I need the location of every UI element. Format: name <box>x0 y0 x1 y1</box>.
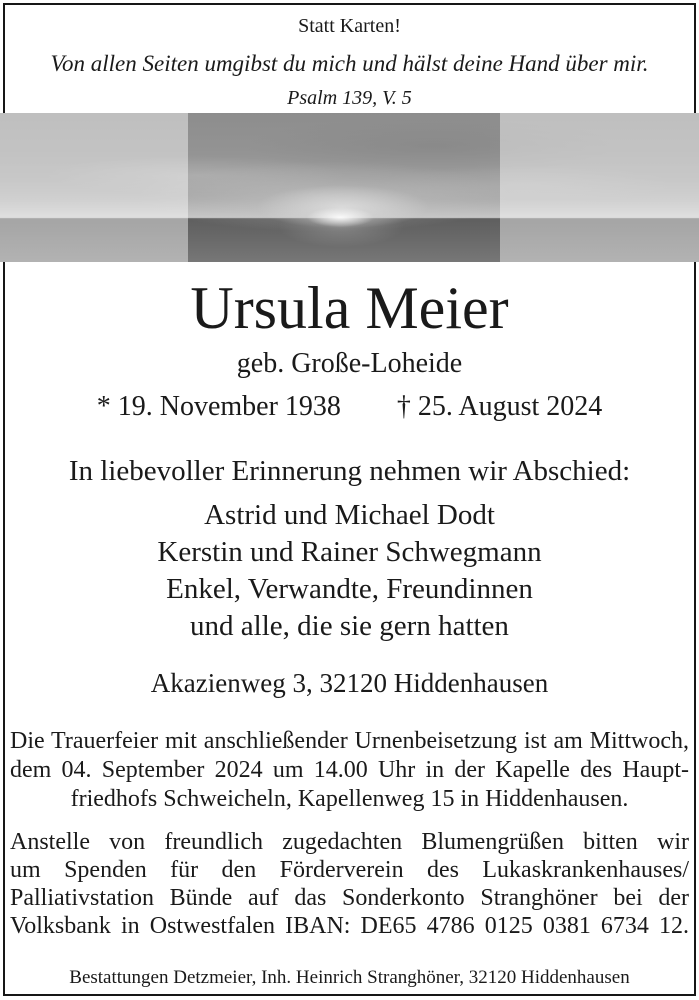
undertaker-info: Bestattungen Detzmeier, Inh. Heinrich Stranghöner, 32120 Hiddenhausen <box>69 967 630 988</box>
funeral-line: friedhofs Schweicheln, Kapellenweg 15 in Hiddenhausen. <box>70 786 629 812</box>
funeral-line: dem 04. September 2024 um 14.00 Uhr in der Kapelle des Haupt- <box>10 757 689 783</box>
mourner-line: Astrid und Michael Dodt <box>204 499 495 531</box>
funeral-line: Die Trauerfeier mit anschließender Urnenbeisetzung ist am Mittwoch, <box>10 728 689 754</box>
donation-line: Volksbank in Ostwestfalen IBAN: DE65 4786 0125 0381 6734 12. <box>10 913 689 939</box>
photo-right-fade <box>500 113 699 262</box>
pre-header: Statt Karten! <box>298 15 401 37</box>
donation-request <box>10 828 689 940</box>
life-dates <box>10 390 689 424</box>
donation-line: Palliativstation Bünde auf das Sonderkonto Stranghöner bei der <box>10 885 689 911</box>
mourner-line: Enkel, Verwandte, Freundinnen <box>166 573 533 605</box>
mourner-line: Kerstin und Rainer Schwegmann <box>157 536 542 568</box>
donation-line: Anstelle von freundlich zugedachten Blumengrüßen bitten wir <box>10 829 689 855</box>
seascape-photo <box>0 113 699 262</box>
farewell-intro: In liebevoller Erinnerung nehmen wir Abschied: <box>68 455 631 487</box>
birth-date: * 19. November 1938 <box>96 391 341 422</box>
donation-line: um Spenden für den Förderverein des Lukaskrankenhauses/ <box>10 857 689 883</box>
funeral-details <box>10 727 689 814</box>
death-date: † 25. August 2024 <box>396 391 603 422</box>
family-address: Akazienweg 3, 32120 Hiddenhausen <box>150 668 549 698</box>
maiden-name: geb. Große-Loheide <box>236 348 463 379</box>
mourner-line: und alle, die sie gern hatten <box>190 610 509 642</box>
deceased-name: Ursula Meier <box>190 275 509 341</box>
mourners-list <box>10 497 689 645</box>
bible-verse: Von allen Seiten umgibst du mich und hälst deine Hand über mir. <box>50 51 649 76</box>
photo-left-fade <box>0 113 188 262</box>
verse-source: Psalm 139, V. 5 <box>287 87 412 109</box>
